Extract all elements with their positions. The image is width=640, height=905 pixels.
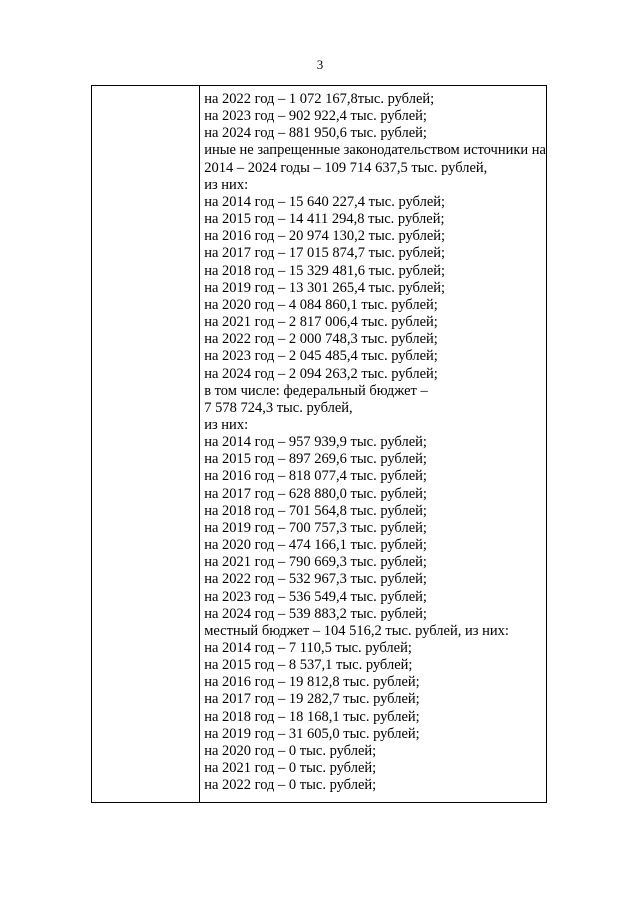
funding-line: иные не запрещенные законодательством источники на	[204, 142, 546, 159]
funding-line: на 2014 год – 7 110,5 тыс. рублей;	[204, 640, 412, 656]
funding-line: на 2023 год – 536 549,4 тыс. рублей;	[204, 588, 427, 605]
funding-line: на 2016 год – 19 812,8 тыс. рублей;	[204, 674, 420, 691]
funding-line: на 2024 год – 2 094 263,2 тыс. рублей;	[204, 365, 438, 382]
funding-line: на 2020 год – 474 166,1 тыс. рублей;	[204, 537, 427, 554]
funding-line: на 2024 год – 881 950,6 тыс. рублей;	[204, 125, 427, 142]
funding-line: на 2017 год – 19 282,7 тыс. рублей;	[204, 691, 420, 708]
funding-line: в том числе: федеральный бюджет –	[204, 382, 428, 399]
funding-table	[91, 85, 547, 803]
funding-line: местный бюджет – 104 516,2 тыс. рублей, из них:	[204, 622, 509, 639]
funding-line: на 2015 год – 897 269,6 тыс. рублей;	[204, 451, 427, 468]
funding-line: 7 578 724,3 тыс. рублей,	[204, 399, 353, 416]
funding-line: из них:	[204, 176, 249, 193]
funding-line: на 2023 год – 902 922,4 тыс. рублей;	[204, 108, 427, 125]
funding-line: на 2018 год – 18 168,1 тыс. рублей;	[204, 708, 420, 725]
funding-line: на 2017 год – 17 015 874,7 тыс. рублей;	[204, 245, 446, 262]
funding-line: на 2019 год – 13 301 265,4 тыс. рублей;	[204, 279, 446, 296]
funding-line: на 2018 год – 701 564,8 тыс. рублей;	[204, 502, 427, 519]
table-left-cell	[92, 86, 200, 802]
page-number: 3	[316, 57, 324, 72]
funding-line: на 2015 год – 8 537,1 тыс. рублей;	[204, 657, 413, 674]
funding-line: на 2016 год – 20 974 130,2 тыс. рублей;	[204, 228, 446, 245]
funding-line: на 2022 год – 1 072 167,8тыс. рублей;	[204, 91, 435, 107]
funding-line: из них:	[204, 416, 249, 433]
funding-line: на 2016 год – 818 077,4 тыс. рублей;	[204, 468, 427, 485]
funding-line: на 2020 год – 0 тыс. рублей;	[204, 742, 377, 759]
table-right-cell	[200, 86, 546, 802]
funding-line: на 2022 год – 532 967,3 тыс. рублей;	[204, 571, 427, 588]
funding-line: на 2021 год – 2 817 006,4 тыс. рублей;	[204, 314, 438, 331]
funding-line: на 2020 год – 4 084 860,1 тыс. рублей;	[204, 296, 438, 313]
funding-line: на 2015 год – 14 411 294,8 тыс. рублей;	[204, 211, 445, 228]
funding-line: на 2021 год – 0 тыс. рублей;	[204, 760, 377, 777]
funding-line: на 2023 год – 2 045 485,4 тыс. рублей;	[204, 348, 438, 365]
funding-line: 2014 – 2024 годы – 109 714 637,5 тыс. рублей,	[204, 159, 488, 176]
funding-line: на 2024 год – 539 883,2 тыс. рублей;	[204, 605, 427, 622]
funding-line: на 2021 год – 790 669,3 тыс. рублей;	[204, 554, 427, 571]
funding-line: на 2018 год – 15 329 481,6 тыс. рублей;	[204, 262, 446, 279]
funding-line: на 2022 год – 0 тыс. рублей;	[204, 777, 377, 794]
funding-line: на 2022 год – 2 000 748,3 тыс. рублей;	[204, 331, 438, 348]
funding-line: на 2019 год – 31 605,0 тыс. рублей;	[204, 725, 420, 742]
funding-line: на 2017 год – 628 880,0 тыс. рублей;	[204, 485, 427, 502]
funding-line: на 2014 год – 957 939,9 тыс. рублей;	[204, 434, 427, 451]
funding-line: на 2019 год – 700 757,3 тыс. рублей;	[204, 519, 427, 536]
funding-line: на 2014 год – 15 640 227,4 тыс. рублей;	[204, 193, 446, 210]
